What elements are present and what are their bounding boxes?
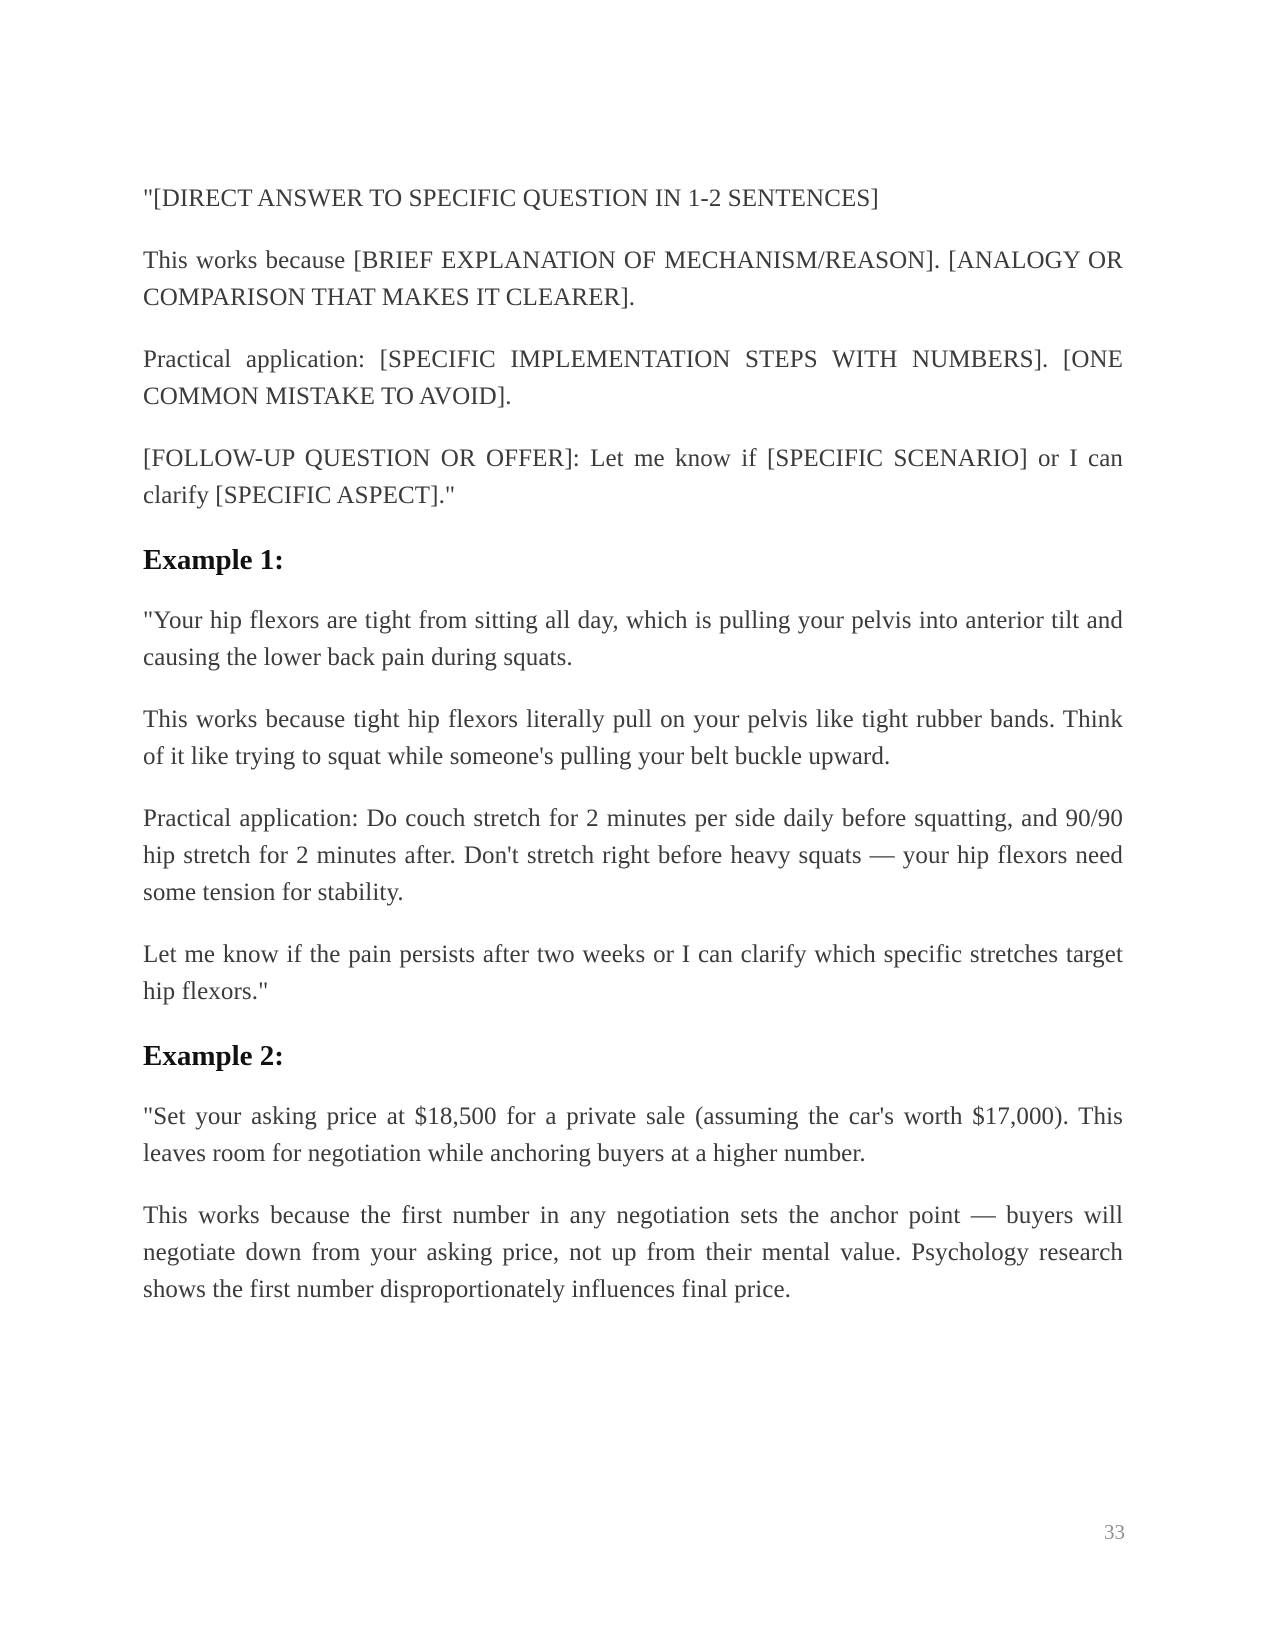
example-1-answer-paragraph: "Your hip flexors are tight from sitting all day, which is pulling your pelvis into anterior tilt and causing the lower back pain during squats. — [143, 607, 1123, 671]
example-1-follow-up-paragraph: Let me know if the pain persists after two weeks or I can clarify which specific stretches target hip flexors." — [143, 941, 1123, 1005]
example-2-answer-paragraph: "Set your asking price at $18,500 for a private sale (assuming the car's worth $17,000). This leaves room for negotiation while anchoring buyers at a higher number. — [143, 1103, 1123, 1167]
example-1-heading: Example 1: — [143, 544, 284, 576]
template-this-works-paragraph: This works because [BRIEF EXPLANATION OF MECHANISM/REASON]. [ANALOGY OR COMPARISON THAT MAKES IT CLEARER]. — [143, 247, 1123, 311]
template-direct-answer-paragraph: "[DIRECT ANSWER TO SPECIFIC QUESTION IN 1-2 SENTENCES] — [143, 185, 879, 212]
template-follow-up-paragraph: [FOLLOW-UP QUESTION OR OFFER]: Let me know if [SPECIFIC SCENARIO] or I can clarify [SPECIFIC ASPECT]." — [143, 445, 1123, 509]
page-number: 33 — [1104, 1520, 1125, 1544]
example-1-mechanism-paragraph: This works because tight hip flexors literally pull on your pelvis like tight rubber bands. Think of it like trying to squat while someone's pulling your belt buckle upward. — [143, 706, 1123, 770]
example-1-practical-paragraph: Practical application: Do couch stretch for 2 minutes per side daily before squatting, and 90/90 hip stretch for 2 minutes after. Don't stretch right before heavy squats — your hip flexors need some tension for stability. — [143, 805, 1123, 906]
example-2-mechanism-paragraph: This works because the first number in any negotiation sets the anchor point — buyers will negotiate down from your asking price, not up from their mental value. Psychology research shows the first number disproportionately influences final price. — [143, 1202, 1123, 1303]
example-2-heading: Example 2: — [143, 1040, 284, 1072]
template-practical-application-paragraph: Practical application: [SPECIFIC IMPLEMENTATION STEPS WITH NUMBERS]. [ONE COMMON MISTAKE TO AVOID]. — [143, 346, 1123, 410]
document-body — [143, 180, 1123, 1333]
